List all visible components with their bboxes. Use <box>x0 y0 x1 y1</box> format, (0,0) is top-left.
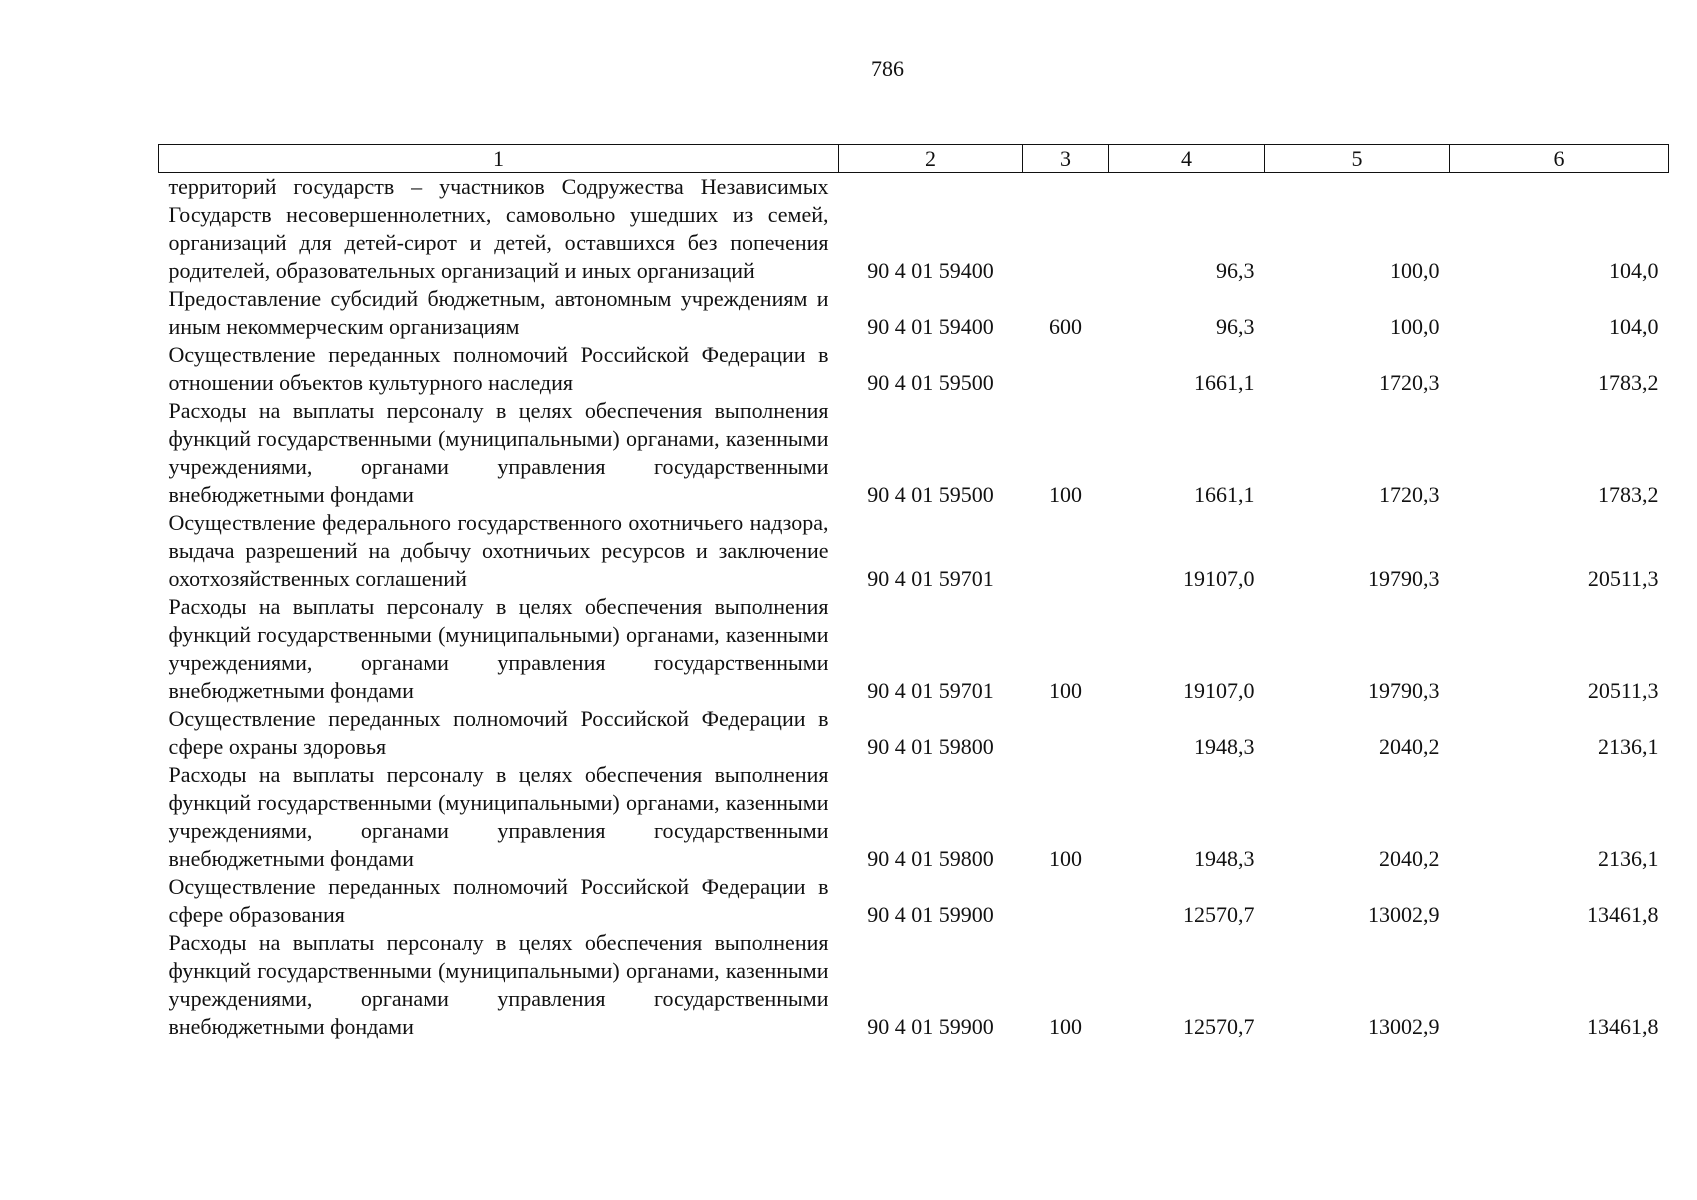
row-description: Осуществление переданных полномочий Российской Федерации в сфере охраны здоровья <box>168 706 829 759</box>
row-value-6: 104,0 <box>1609 314 1659 339</box>
table-row <box>159 397 1669 509</box>
row-value-5: 13002,9 <box>1368 902 1440 927</box>
row-description: Предоставление субсидий бюджетным, автономным учреждениям и иным некоммерческим организациям <box>168 286 829 339</box>
row-value-5: 1720,3 <box>1379 370 1440 395</box>
row-value-6: 13461,8 <box>1587 902 1659 927</box>
table-row <box>159 593 1669 705</box>
row-code: 90 4 01 59800 <box>867 846 994 871</box>
row-value-5: 13002,9 <box>1368 1014 1440 1039</box>
row-code: 90 4 01 59900 <box>867 1014 994 1039</box>
budget-table <box>158 144 1669 1041</box>
row-value-4: 1661,1 <box>1194 482 1255 507</box>
table-header-row <box>159 145 1669 173</box>
row-type: 600 <box>1049 314 1082 339</box>
row-type <box>1023 873 1109 929</box>
row-value-6: 1783,2 <box>1598 370 1659 395</box>
row-value-4: 1948,3 <box>1194 734 1255 759</box>
table-row <box>159 705 1669 761</box>
row-value-6: 20511,3 <box>1587 678 1659 703</box>
row-value-5: 100,0 <box>1390 314 1440 339</box>
column-header: 3 <box>1023 145 1109 173</box>
row-code: 90 4 01 59701 <box>867 678 994 703</box>
row-value-4: 19107,0 <box>1183 678 1255 703</box>
row-description: Осуществление федерального государственного охотничьего надзора, выдача разрешений на добычу охотничьих ресурсов и заключение охотхозяйственных соглашений <box>168 510 829 591</box>
table-row <box>159 173 1669 286</box>
row-value-4: 1661,1 <box>1194 370 1255 395</box>
row-code: 90 4 01 59500 <box>867 482 994 507</box>
row-value-6: 2136,1 <box>1598 734 1659 759</box>
row-value-5: 2040,2 <box>1379 734 1440 759</box>
row-value-5: 100,0 <box>1390 258 1440 283</box>
row-value-6: 2136,1 <box>1598 846 1659 871</box>
row-code: 90 4 01 59400 <box>867 258 994 283</box>
row-value-5: 19790,3 <box>1368 678 1440 703</box>
table-row <box>159 285 1669 341</box>
row-value-6: 13461,8 <box>1587 1014 1659 1039</box>
column-header: 5 <box>1265 145 1450 173</box>
row-value-5: 2040,2 <box>1379 846 1440 871</box>
column-header: 1 <box>159 145 839 173</box>
page-number: 786 <box>871 56 904 81</box>
row-value-6: 1783,2 <box>1598 482 1659 507</box>
row-type: 100 <box>1049 846 1082 871</box>
column-header: 2 <box>839 145 1023 173</box>
row-value-4: 19107,0 <box>1183 566 1255 591</box>
row-code: 90 4 01 59500 <box>867 370 994 395</box>
row-value-4: 12570,7 <box>1183 1014 1255 1039</box>
row-type: 100 <box>1049 678 1082 703</box>
row-type <box>1023 173 1109 286</box>
row-value-4: 12570,7 <box>1183 902 1255 927</box>
row-type: 100 <box>1049 1014 1082 1039</box>
column-header: 4 <box>1109 145 1265 173</box>
row-type <box>1023 341 1109 397</box>
table-row <box>159 509 1669 593</box>
row-code: 90 4 01 59800 <box>867 734 994 759</box>
row-description: Расходы на выплаты персоналу в целях обеспечения выполнения функций государственными (муниципальными) органами, казенными учреждениями, органами управления государственными внебюджетными фондами <box>168 398 829 507</box>
table-row <box>159 873 1669 929</box>
column-header: 6 <box>1450 145 1669 173</box>
table-row <box>159 761 1669 873</box>
row-code: 90 4 01 59400 <box>867 314 994 339</box>
row-value-5: 1720,3 <box>1379 482 1440 507</box>
table-row <box>159 341 1669 397</box>
row-type <box>1023 705 1109 761</box>
table-row <box>159 929 1669 1041</box>
row-value-4: 96,3 <box>1216 314 1255 339</box>
row-description: Расходы на выплаты персоналу в целях обеспечения выполнения функций государственными (муниципальными) органами, казенными учреждениями, органами управления государственными внебюджетными фондами <box>168 930 829 1039</box>
row-description: Расходы на выплаты персоналу в целях обеспечения выполнения функций государственными (муниципальными) органами, казенными учреждениями, органами управления государственными внебюджетными фондами <box>168 594 829 703</box>
row-type: 100 <box>1049 482 1082 507</box>
row-description: Расходы на выплаты персоналу в целях обеспечения выполнения функций государственными (муниципальными) органами, казенными учреждениями, органами управления государственными внебюджетными фондами <box>168 762 829 871</box>
row-value-6: 104,0 <box>1609 258 1659 283</box>
row-value-6: 20511,3 <box>1587 566 1659 591</box>
row-type <box>1023 509 1109 593</box>
row-value-4: 96,3 <box>1216 258 1255 283</box>
row-value-4: 1948,3 <box>1194 846 1255 871</box>
row-description: территорий государств – участников Содружества Независимых Государств несовершеннолетних, самовольно ушедших из семей, организаций для детей-сирот и детей, оставшихся без попечения родителей, образовательных организаций и иных организаций <box>168 174 829 283</box>
row-description: Осуществление переданных полномочий Российской Федерации в отношении объектов культурного наследия <box>168 342 829 395</box>
row-description: Осуществление переданных полномочий Российской Федерации в сфере образования <box>168 874 829 927</box>
row-value-5: 19790,3 <box>1368 566 1440 591</box>
row-code: 90 4 01 59701 <box>867 566 994 591</box>
row-code: 90 4 01 59900 <box>867 902 994 927</box>
